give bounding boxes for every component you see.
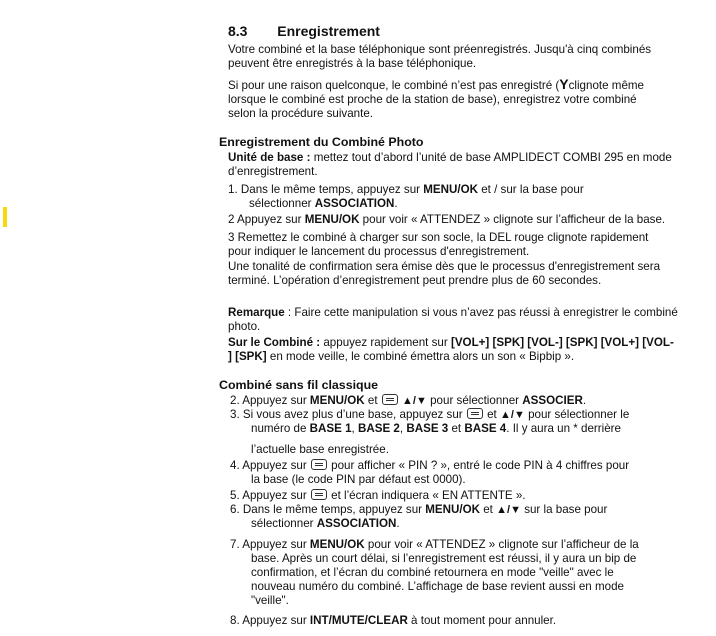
text: , <box>351 422 358 435</box>
text: INT/MUTE/CLEAR <box>309 614 408 627</box>
classic-step-6 <box>230 503 607 517</box>
text: 1. Dans le même temps, appuyez sur <box>228 183 424 196</box>
text: MENU/OK <box>309 538 365 551</box>
text: . Il y aura un * derrière <box>506 422 621 435</box>
text: MENU/OK <box>304 213 360 226</box>
text: Si pour une raison quelconque, le combiné n’est pas enregistré ( <box>228 79 560 92</box>
classic-step-6-cont <box>251 517 400 531</box>
classic-step-7-cont: "veille". <box>251 594 289 607</box>
step-1-cont <box>249 197 398 211</box>
text: pour sélectionner <box>426 394 523 407</box>
step-3: 3 Remettez le combiné à charger sur son socle, la DEL rouge clignote rapidement <box>228 231 649 244</box>
classic-step-5 <box>230 489 526 503</box>
text: pour voir « ATTENDEZ » clignote sur l’afficheur de la base. <box>359 213 666 226</box>
text: , <box>399 422 407 435</box>
section-heading: Enregistrement <box>277 23 380 39</box>
arrow-keys: ▲/▼ <box>500 409 525 421</box>
text: 7. Appuyez sur <box>230 538 310 551</box>
remark: photo. <box>228 320 261 333</box>
text: et <box>448 422 465 435</box>
menu-key-icon <box>467 408 483 419</box>
menu-key-icon <box>382 394 398 405</box>
classic-step-7 <box>230 538 639 552</box>
section-title <box>228 23 380 39</box>
arrow-keys: ▲/▼ <box>402 395 427 407</box>
text: BASE 2 <box>358 422 400 435</box>
step-3: Une tonalité de confirmation sera émise dès que le processus d'enregistrement sera <box>228 260 661 273</box>
text: mettez tout d’abord l’unité de base AMPLIDECT COMBI 295 en mode <box>310 151 672 164</box>
remark <box>228 306 678 320</box>
intro-line: peuvent être enregistrés à la base téléphonique. <box>228 57 477 70</box>
text: sélectionner <box>249 197 315 210</box>
intro-line: selon la procédure suivante. <box>228 107 374 120</box>
classic-step-3-cont: l’actuelle base enregistrée. <box>251 443 389 456</box>
text: ASSOCIATION <box>316 517 397 530</box>
text: . <box>582 394 587 407</box>
handset-line <box>228 350 574 364</box>
classic-step-2 <box>230 394 586 408</box>
intro-line: lorsque le combiné est proche de la station de base), enregistrez votre combiné <box>228 93 637 106</box>
text: et / sur la base pour <box>478 183 584 196</box>
step-3: terminé. L’opération d’enregistrement peut prendre plus de 60 secondes. <box>228 274 602 287</box>
text: 8. Appuyez sur <box>230 614 310 627</box>
classic-step-3 <box>230 408 629 422</box>
text: 3. Si vous avez plus d’une base, appuyez sur <box>230 408 466 421</box>
step-2 <box>228 213 665 227</box>
unit-label: Unité de base : <box>228 151 311 164</box>
menu-key-icon <box>311 459 327 470</box>
text: et l’écran indiquera « EN ATTENTE ». <box>327 489 526 502</box>
text: et <box>480 503 497 516</box>
text: à tout moment pour annuler. <box>407 614 557 627</box>
text: MENU/OK <box>425 503 480 516</box>
intro-line: Votre combiné et la base téléphonique sont préenregistrés. Jusqu'à cinq combinés <box>228 43 652 56</box>
arrow-keys: ▲/▼ <box>496 504 521 516</box>
classic-step-4-cont: la base (le code PIN par défaut est 0000). <box>251 473 466 486</box>
classic-step-7-cont: nouveau numéro du combiné. L’affichage de base revient aussi en mode <box>251 580 624 593</box>
text: ASSOCIATION <box>314 197 395 210</box>
text: [VOL+] [SPK] [VOL-] [SPK] [VOL+] [VOL- <box>450 336 674 349</box>
text: sélectionner <box>251 517 317 530</box>
classic-step-4 <box>230 459 629 473</box>
text: pour voir « ATTENDEZ » clignote sur l’afficheur de la <box>364 538 639 551</box>
step-3: pour indiquer le lancement du processus d'enregistrement. <box>228 245 530 258</box>
text: Sur le Combiné : <box>228 336 321 349</box>
classic-step-3-cont <box>251 422 621 436</box>
text: BASE 4 <box>464 422 507 435</box>
text: appuyez rapidement sur <box>320 336 451 349</box>
antenna-icon: Y <box>559 76 569 92</box>
photo-heading: Enregistrement du Combiné Photo <box>219 135 424 149</box>
text: . <box>394 197 398 210</box>
text: BASE 1 <box>309 422 352 435</box>
text: MENU/OK <box>423 183 478 196</box>
text: 6. Dans le même temps, appuyez sur <box>230 503 426 516</box>
text: ASSOCIER <box>522 394 583 407</box>
text: sur la base pour <box>520 503 608 516</box>
text: pour sélectionner le <box>524 408 630 421</box>
classic-heading: Combiné sans fil classique <box>219 378 379 392</box>
text: BASE 3 <box>406 422 449 435</box>
unit-line <box>228 151 672 165</box>
text: et <box>364 394 381 407</box>
text: 2 Appuyez sur <box>228 213 305 226</box>
text: 4. Appuyez sur <box>230 459 310 472</box>
text: pour afficher « PIN ? », entré le code PIN à 4 chiffres pour <box>327 459 630 472</box>
menu-key-icon <box>311 489 327 500</box>
classic-step-8 <box>230 614 556 628</box>
text: 5. Appuyez sur <box>230 489 310 502</box>
classic-step-7-cont: confirmation, et l’écran du combiné retournera en mode "veille" avec le <box>251 566 614 579</box>
remark-label: Remarque <box>228 306 285 319</box>
step-1 <box>228 183 584 197</box>
unit-line: d’enregistrement. <box>228 165 318 178</box>
text: MENU/OK <box>309 394 365 407</box>
handset-line <box>228 336 674 350</box>
text: ] [SPK] <box>228 350 267 363</box>
text: 2. Appuyez sur <box>230 394 310 407</box>
highlight-marker <box>3 207 7 227</box>
text: et <box>483 408 501 421</box>
text: numéro de <box>251 422 310 435</box>
text: : Faire cette manipulation si vous n’avez pas réussi à enregistrer le combiné <box>284 306 678 319</box>
intro-line <box>228 76 645 93</box>
classic-step-7-cont: base. Après un court délai, si l’enregistrement est réussi, il y aura un bip de <box>251 552 637 565</box>
text: . <box>396 517 400 530</box>
section-number: 8.3 <box>228 23 248 39</box>
text: en mode veille, le combiné émettra alors un son « Bipbip ». <box>266 350 575 363</box>
text: clignote même <box>568 79 645 92</box>
